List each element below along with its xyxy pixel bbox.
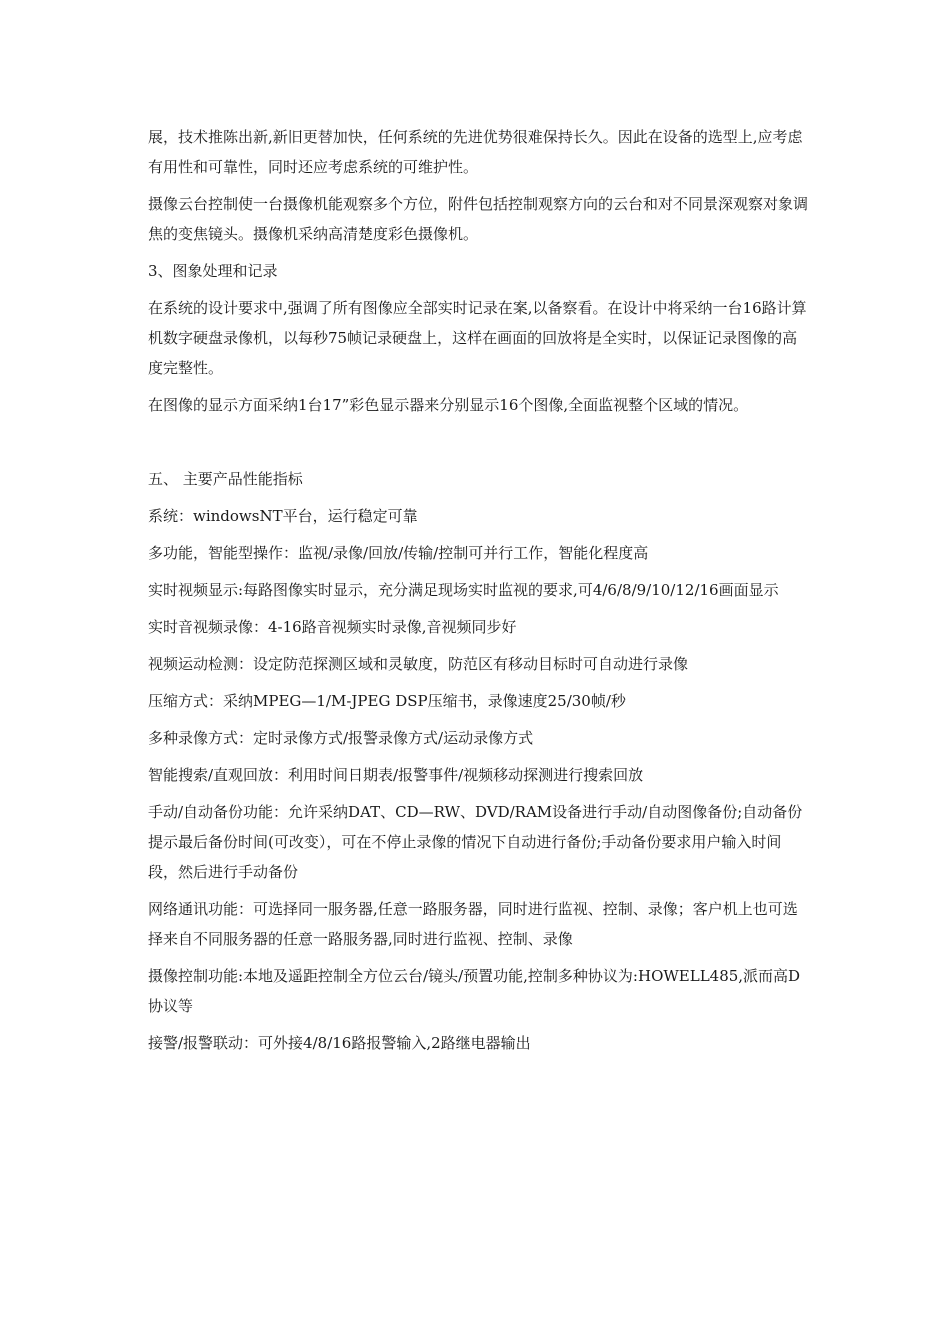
spec-item-alarm: 接警/报警联动：可外接4/8/16路报警输入,2路继电器输出	[148, 1034, 531, 1052]
spec-item-system: 系统：windowsNT平台，运行稳定可靠	[148, 507, 418, 525]
document-body	[148, 122, 808, 1065]
paragraph-ptz-control: 摄像云台控制使一台摄像机能观察多个方位，附件包括控制观察方向的云台和对不同景深观察对象调焦的变焦镜头。摄像机采纳高清楚度彩色摄像机。	[148, 195, 809, 243]
section-spacer	[148, 427, 808, 464]
spec-item-backup: 手动/自动备份功能：允许采纳DAT、CD—RW、DVD/RAM设备进行手动/自动图像备份;自动备份提示最后备份时间(可改变），可在不停止录像的情况下自动进行备份;手动备份要求用户输入时间段，然后进行手动备份	[148, 803, 803, 881]
spec-item-network: 网络通讯功能：可选择同一服务器,任意一路服务器，同时进行监视、控制、录像；客户机上也可选择来自不同服务器的任意一路服务器,同时进行监视、控制、录像	[148, 900, 798, 948]
paragraph-equipment-selection: 展，技术推陈出新,新旧更替加快，任何系统的先进优势很难保持长久。因此在设备的选型上,应考虑有用性和可靠性，同时还应考虑系统的可维护性。	[148, 128, 803, 176]
spec-item-smart-search: 智能搜索/直观回放：利用时间日期表/报警事件/视频移动探测进行搜索回放	[148, 766, 644, 784]
section-heading: 五、 主要产品性能指标	[148, 470, 303, 488]
spec-item-recording-modes: 多种录像方式：定时录像方式/报警录像方式/运动录像方式	[148, 729, 534, 747]
paragraph-display: 在图像的显示方面采纳1台17”彩色显示器来分别显示16个图像,全面监视整个区域的情况。	[148, 396, 749, 414]
spec-item-camera-control: 摄像控制功能:本地及遥距控制全方位云台/镜头/预置功能,控制多种协议为:HOWELL485,派而高D协议等	[148, 967, 801, 1015]
spec-item-compression: 压缩方式：采纳MPEG—1/M-JPEG DSP压缩书，录像速度25/30帧/秒	[148, 692, 626, 710]
spec-item-motion-detection: 视频运动检测：设定防范探测区域和灵敏度，防范区有移动目标时可自动进行录像	[148, 655, 689, 673]
spec-item-av-recording: 实时音视频录像：4-16路音视频实时录像,音视频同步好	[148, 618, 517, 636]
subheading-image-processing: 3、图象处理和记录	[148, 262, 278, 280]
paragraph-recording-requirements: 在系统的设计要求中,强调了所有图像应全部实时记录在案,以备察看。在设计中将采纳一台16路计算机数字硬盘录像机，以每秒75帧记录硬盘上，这样在画面的回放将是全实时，以保证记录图像的高度完整性。	[148, 299, 807, 377]
spec-item-multifunction: 多功能，智能型操作：监视/录像/回放/传输/控制可并行工作，智能化程度高	[148, 544, 649, 562]
spec-item-realtime-display: 实时视频显示:每路图像实时显示，充分满足现场实时监视的要求,可4/6/8/9/10/12/16画面显示	[148, 581, 779, 599]
